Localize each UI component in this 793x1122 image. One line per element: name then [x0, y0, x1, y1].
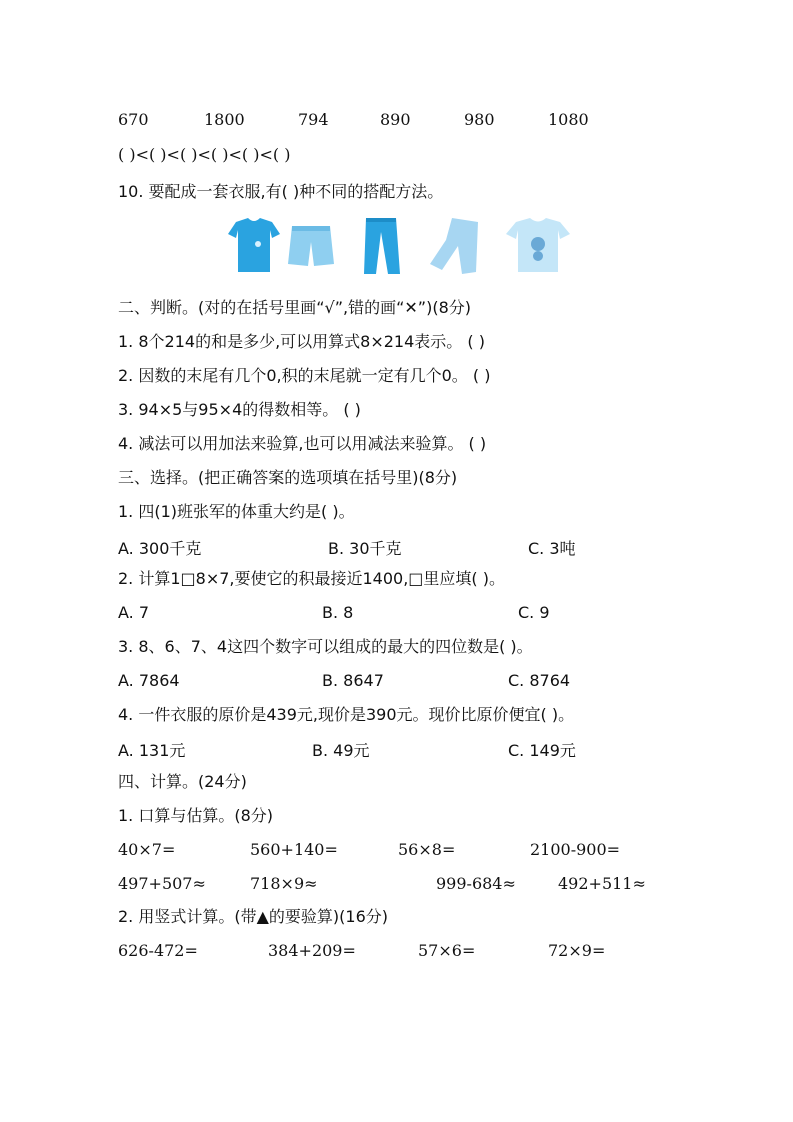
option-c: C. 149元 [508, 741, 576, 760]
number-6: 1080 [548, 110, 589, 129]
option-a: A. 7864 [118, 671, 180, 690]
pants-blue-icon [364, 218, 400, 274]
calc-item: 718×9≈ [250, 874, 318, 893]
choice-question-1: 1. 四(1)班张军的体重大约是( )。 [118, 502, 355, 521]
judge-item-3: 3. 94×5与95×4的得数相等。 ( ) [118, 400, 361, 419]
comparison-blanks: ( )<( )<( )<( )<( )<( ) [118, 145, 291, 164]
option-c: C. 8764 [508, 671, 571, 690]
clothing-pictures [0, 216, 793, 276]
calc-item: 999-684≈ [436, 874, 516, 893]
calc-item: 560+140= [250, 840, 338, 859]
number-4: 890 [380, 110, 411, 129]
option-b: B. 8 [322, 603, 354, 622]
option-a: A. 300千克 [118, 539, 202, 558]
option-c: C. 3吨 [528, 539, 576, 558]
option-b: B. 30千克 [328, 539, 402, 558]
calc-item: 57×6= [418, 941, 476, 960]
section-3-title: 三、选择。(把正确答案的选项填在括号里)(8分) [118, 468, 458, 487]
judge-item-1: 1. 8个214的和是多少,可以用算式8×214表示。 ( ) [118, 332, 485, 351]
calc-item: 72×9= [548, 941, 606, 960]
option-a: A. 131元 [118, 741, 186, 760]
judge-item-2: 2. 因数的末尾有几个0,积的末尾就一定有几个0。 ( ) [118, 366, 491, 385]
number-3: 794 [298, 110, 329, 129]
section-4-title: 四、计算。(24分) [118, 772, 247, 791]
option-c: C. 9 [518, 603, 550, 622]
jeans-light-icon [430, 218, 478, 274]
number-1: 670 [118, 110, 149, 129]
subsection-vertical-calc: 2. 用竖式计算。(带▲的要验算)(16分) [118, 907, 388, 926]
calc-item: 56×8= [398, 840, 456, 859]
calc-item: 2100-900= [530, 840, 621, 859]
judge-item-4: 4. 减法可以用加法来验算,也可以用减法来验算。 ( ) [118, 434, 487, 453]
question-10: 10. 要配成一套衣服,有( )种不同的搭配方法。 [118, 182, 444, 201]
choice-question-4: 4. 一件衣服的原价是439元,现价是390元。现价比原价便宜( )。 [118, 705, 575, 724]
number-2: 1800 [204, 110, 245, 129]
calc-item: 626-472= [118, 941, 198, 960]
option-b: B. 49元 [312, 741, 370, 760]
number-5: 980 [464, 110, 495, 129]
tshirt-monkey-icon [506, 218, 570, 272]
calc-item: 492+511≈ [558, 874, 646, 893]
calc-item: 497+507≈ [118, 874, 206, 893]
calc-item: 40×7= [118, 840, 176, 859]
section-2-title: 二、判断。(对的在括号里画“√”,错的画“✕”)(8分) [118, 298, 471, 317]
calc-item: 384+209= [268, 941, 356, 960]
shorts-light-icon [288, 226, 334, 266]
choice-question-3: 3. 8、6、7、4这四个数字可以组成的最大的四位数是( )。 [118, 637, 533, 656]
option-b: B. 8647 [322, 671, 384, 690]
subsection-oral-calc: 1. 口算与估算。(8分) [118, 806, 274, 825]
option-a: A. 7 [118, 603, 150, 622]
tshirt-blue-icon [228, 218, 280, 272]
choice-question-2: 2. 计算1□8×7,要使它的积最接近1400,□里应填( )。 [118, 569, 505, 588]
